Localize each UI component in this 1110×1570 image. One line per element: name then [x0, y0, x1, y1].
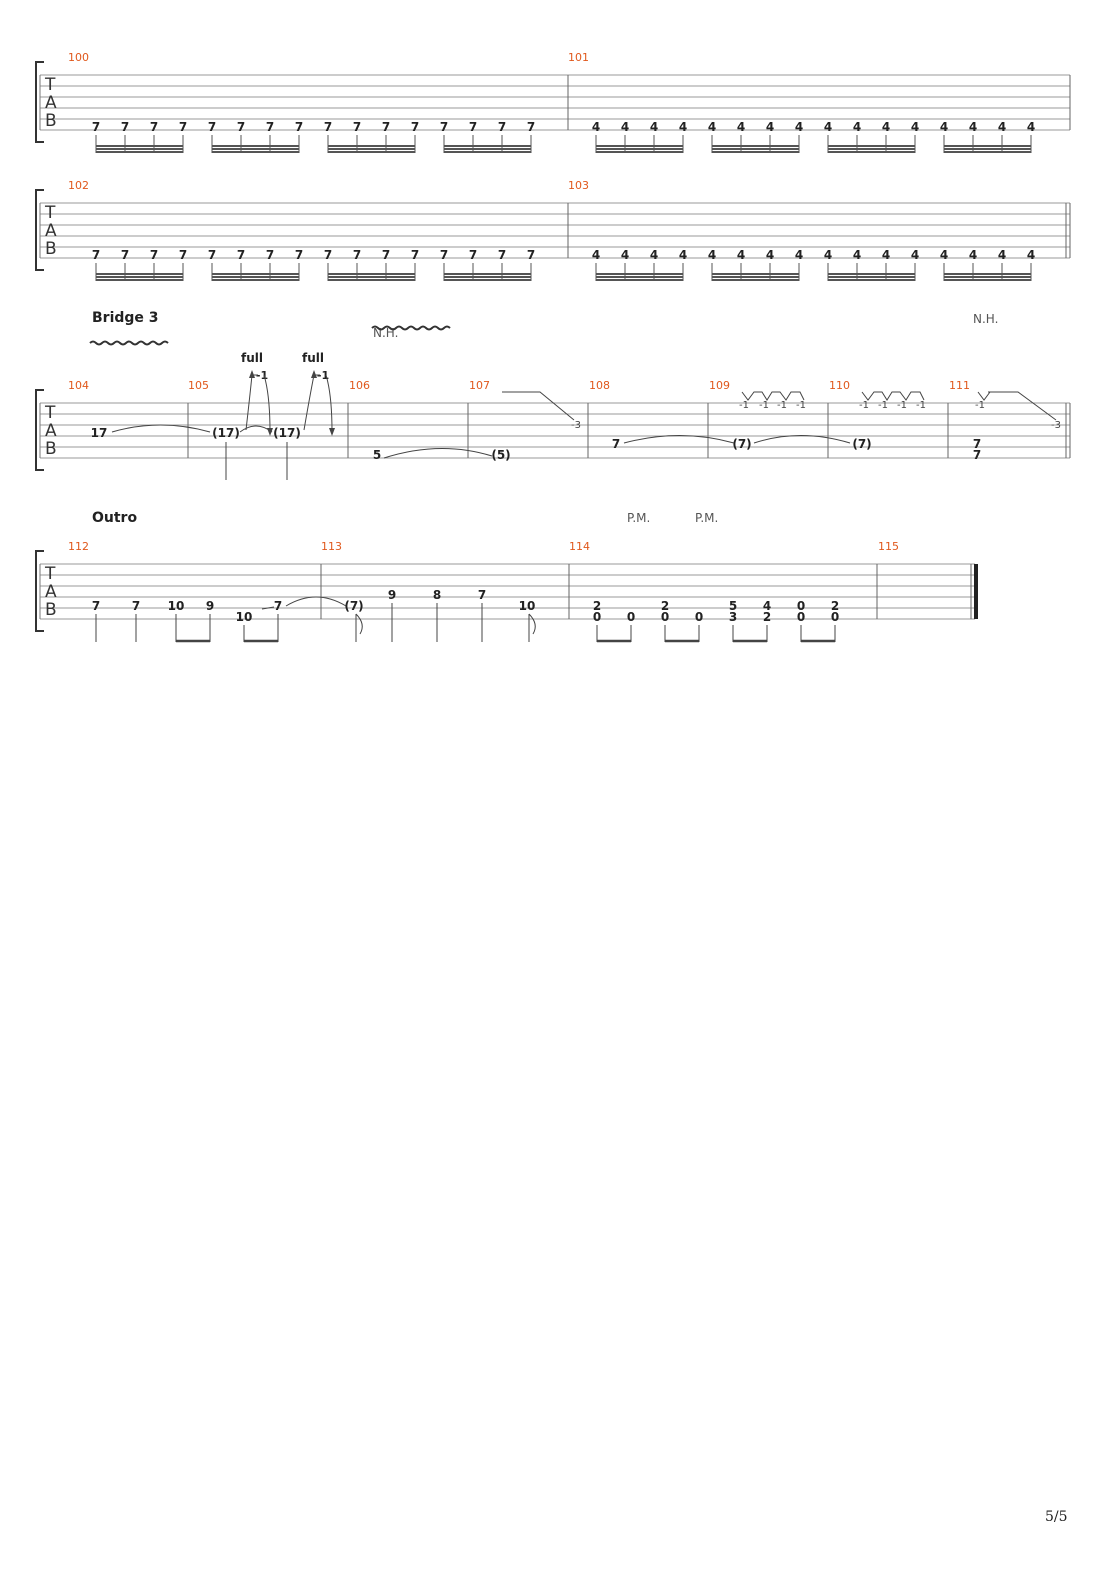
fret-number: (5): [491, 448, 511, 462]
tab-clef-letter: T: [45, 403, 56, 423]
fret-number: 7: [497, 120, 507, 134]
measure-number: 105: [188, 379, 209, 392]
fret-number: 7: [236, 248, 246, 262]
fret-number: 2: [592, 599, 602, 613]
fret-number: 7: [120, 120, 130, 134]
tab-clef-letter: B: [45, 439, 57, 459]
fret-number: 7: [352, 248, 362, 262]
fret-number: 7: [265, 248, 275, 262]
fret-number: 7: [526, 120, 536, 134]
fret-number: 4: [736, 120, 746, 134]
tab-clef-letter: A: [45, 421, 57, 441]
fret-number: (17): [212, 426, 240, 440]
fret-number: 4: [823, 120, 833, 134]
fret-number: 9: [205, 599, 215, 613]
fret-number: 4: [736, 248, 746, 262]
fret-number: 7: [91, 248, 101, 262]
tab-clef-letter: B: [45, 111, 57, 131]
fret-number: 4: [997, 248, 1007, 262]
fret-number: 7: [972, 448, 982, 462]
fret-number: 7: [149, 120, 159, 134]
bend-release-label: -1: [255, 369, 269, 382]
measure-number: 107: [469, 379, 490, 392]
fret-number: 7: [477, 588, 487, 602]
fret-number: 7: [526, 248, 536, 262]
measure-number: 106: [349, 379, 370, 392]
fret-number: 7: [131, 599, 141, 613]
fret-number: 7: [439, 248, 449, 262]
fret-number: 7: [352, 120, 362, 134]
measure-number: 110: [829, 379, 850, 392]
measure-number: 114: [569, 540, 590, 553]
fret-number: 7: [468, 120, 478, 134]
fret-number: 7: [323, 248, 333, 262]
fret-number: 7: [91, 599, 101, 613]
fret-number: 4: [591, 120, 601, 134]
fret-number: 4: [794, 120, 804, 134]
fret-number: 8: [432, 588, 442, 602]
fret-number: 0: [830, 610, 840, 624]
bend-amount-label: full: [241, 351, 263, 365]
fret-number: 17: [90, 426, 108, 440]
fret-number: 4: [997, 120, 1007, 134]
fret-number: 4: [765, 120, 775, 134]
fret-number: 0: [660, 610, 670, 624]
fret-number: 4: [707, 248, 717, 262]
palm-mute-label: P.M.: [695, 511, 719, 525]
tab-clef-letter: T: [45, 564, 56, 584]
fret-number: 4: [649, 120, 659, 134]
whammy-dip-label: -1: [897, 400, 907, 411]
whammy-dip-label: -1: [739, 400, 749, 411]
fret-number: 4: [620, 248, 630, 262]
palm-mute-label: P.M.: [627, 511, 651, 525]
tab-clef-letter: A: [45, 582, 57, 602]
fret-number: 7: [294, 120, 304, 134]
fret-number: 7: [497, 248, 507, 262]
fret-number: 7: [611, 437, 621, 451]
fret-number: 5: [372, 448, 382, 462]
fret-number: 7: [410, 248, 420, 262]
fret-number: (7): [344, 599, 364, 613]
fret-number: 7: [972, 437, 982, 451]
whammy-dive-label: -3: [571, 420, 581, 431]
whammy-dip-label: -1: [916, 400, 926, 411]
fret-number: 7: [381, 120, 391, 134]
fret-number: 3: [728, 610, 738, 624]
section-title-bridge: Bridge 3: [92, 310, 159, 326]
fret-number: 2: [660, 599, 670, 613]
fret-number: 4: [649, 248, 659, 262]
fret-number: 7: [273, 599, 283, 613]
fret-number: 4: [765, 248, 775, 262]
fret-number: (17): [273, 426, 301, 440]
fret-number: 4: [823, 248, 833, 262]
fret-number: 7: [468, 248, 478, 262]
fret-number: 0: [796, 610, 806, 624]
fret-number: 7: [323, 120, 333, 134]
fret-number: 4: [968, 248, 978, 262]
bend-release-label: -1: [316, 369, 330, 382]
page-number: 5/5: [1045, 1509, 1068, 1525]
fret-number: 4: [881, 120, 891, 134]
fret-number: 7: [410, 120, 420, 134]
measure-number: 112: [68, 540, 89, 553]
fret-number: 4: [1026, 248, 1036, 262]
tab-clef-letter: A: [45, 221, 57, 241]
fret-number: (7): [852, 437, 872, 451]
whammy-dip-label: -1: [759, 400, 769, 411]
fret-number: 4: [794, 248, 804, 262]
fret-number: 4: [852, 120, 862, 134]
fret-number: 4: [707, 120, 717, 134]
fret-number: 4: [910, 248, 920, 262]
fret-number: 0: [694, 610, 704, 624]
bend-amount-label: full: [302, 351, 324, 365]
fret-number: 10: [167, 599, 185, 613]
fret-number: 4: [678, 120, 688, 134]
whammy-dip-label: -1: [777, 400, 787, 411]
fret-number: 7: [178, 120, 188, 134]
fret-number: 4: [1026, 120, 1036, 134]
fret-number: 7: [236, 120, 246, 134]
measure-number: 101: [568, 51, 589, 64]
measure-number: 102: [68, 179, 89, 192]
tab-clef-letter: B: [45, 600, 57, 620]
tab-clef-letter: B: [45, 239, 57, 259]
fret-number: 2: [830, 599, 840, 613]
fret-number: 4: [762, 599, 772, 613]
fret-number: 7: [91, 120, 101, 134]
fret-number: 4: [678, 248, 688, 262]
fret-number: 4: [910, 120, 920, 134]
fret-number: 0: [626, 610, 636, 624]
measure-number: 103: [568, 179, 589, 192]
fret-number: 7: [178, 248, 188, 262]
whammy-dip-label: -1: [975, 400, 985, 411]
natural-harmonic-label: N.H.: [373, 326, 399, 340]
fret-number: 0: [592, 610, 602, 624]
fret-number: 7: [265, 120, 275, 134]
measure-number: 109: [709, 379, 730, 392]
fret-number: 4: [968, 120, 978, 134]
fret-number: 9: [387, 588, 397, 602]
fret-number: 4: [881, 248, 891, 262]
fret-number: 4: [939, 120, 949, 134]
fret-number: 7: [207, 120, 217, 134]
measure-number: 111: [949, 379, 970, 392]
fret-number: 4: [852, 248, 862, 262]
fret-number: 10: [235, 610, 253, 624]
whammy-dive-label: -3: [1051, 420, 1061, 431]
fret-number: 5: [728, 599, 738, 613]
fret-number: 4: [939, 248, 949, 262]
fret-number: 7: [149, 248, 159, 262]
tab-clef-letter: T: [45, 203, 56, 223]
natural-harmonic-label: N.H.: [973, 312, 999, 326]
section-title-outro: Outro: [92, 510, 138, 526]
fret-number: 7: [439, 120, 449, 134]
measure-number: 115: [878, 540, 899, 553]
fret-number: 10: [518, 599, 536, 613]
measure-number: 108: [589, 379, 610, 392]
fret-number: (7): [732, 437, 752, 451]
tab-clef-letter: A: [45, 93, 57, 113]
fret-number: 7: [120, 248, 130, 262]
fret-number: 0: [796, 599, 806, 613]
tab-clef-letter: T: [45, 75, 56, 95]
fret-number: 7: [294, 248, 304, 262]
fret-number: 7: [381, 248, 391, 262]
measure-number: 104: [68, 379, 89, 392]
whammy-dip-label: -1: [878, 400, 888, 411]
whammy-dip-label: -1: [796, 400, 806, 411]
measure-number: 113: [321, 540, 342, 553]
fret-number: 4: [591, 248, 601, 262]
fret-number: 2: [762, 610, 772, 624]
fret-number: 7: [207, 248, 217, 262]
whammy-dip-label: -1: [859, 400, 869, 411]
fret-number: 4: [620, 120, 630, 134]
measure-number: 100: [68, 51, 89, 64]
